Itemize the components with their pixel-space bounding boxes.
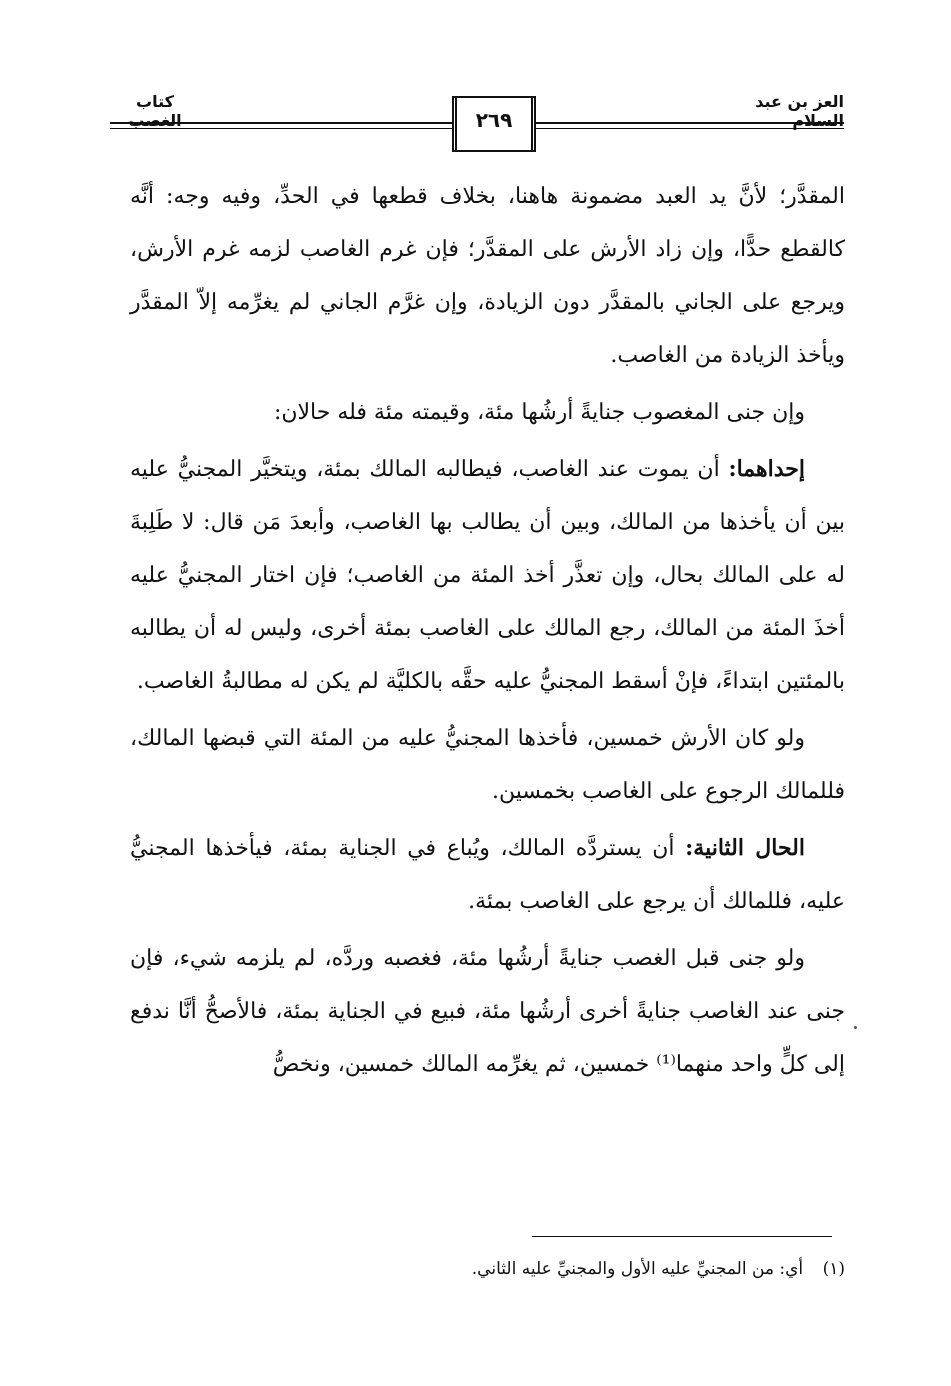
paragraph-lead: إحداهما:	[728, 456, 805, 482]
paragraph-text: المقدَّر؛ لأنَّ يد العبد مضمونة هاهنا، بخلاف قطعها في الحدِّ، وفيه وجه: أنَّه كالقطع حدًّا، وإن زاد الأرش على المقدَّر؛ فإن غرم الغاصب لزمه غرم الأرش، ويرجع على الجاني بالمقدَّر دون الزيادة، وإن غرَّم الجاني لم يغرِّمه إلاّ المقدَّر ويأخذ الزيادة من الغاصب.	[130, 184, 845, 368]
header-rule-left	[110, 122, 452, 124]
paragraph-text: ولو كان الأرش خمسين، فأخذها المجنيُّ عليه من المئة التي قبضها المالك، فللمالك الرجوع على الغاصب بخمسين.	[130, 726, 845, 804]
paragraph-text: وإن جنى المغصوب جنايةً أرشُها مئة، وقيمته مئة فله حالان:	[273, 400, 805, 425]
running-title-author: العز بن عبد السلام	[755, 92, 844, 130]
page-number-box	[452, 96, 536, 152]
footnote-text: أي: من المجنيِّ عليه الأول والمجنيِّ عليه الثاني.	[471, 1259, 804, 1279]
page-number-box-top	[453, 96, 535, 98]
paragraph-lead: الحال الثانية:	[685, 835, 805, 861]
footnote	[130, 1254, 845, 1284]
paragraph-4	[130, 712, 845, 818]
header-rule-left-thin	[110, 128, 452, 129]
main-text	[130, 170, 845, 1095]
page-number: ٢٦٩	[475, 108, 513, 132]
paragraph-5	[130, 822, 845, 928]
scan-mark	[854, 1026, 857, 1029]
paragraph-text: أن يستردَّه المالك، ويُباع في الجناية بمئة، فيأخذها المجنيُّ عليه، فللمالك أن يرجع على الغاصب بمئة.	[130, 836, 845, 914]
paragraph-2	[130, 386, 845, 439]
paragraph-1	[130, 170, 845, 382]
page-number-box-bottom	[453, 150, 535, 152]
running-title-book: كتاب الغصب	[128, 92, 182, 130]
footnote-marker: (١)	[822, 1259, 845, 1279]
paragraph-6	[130, 932, 845, 1091]
paragraph-text: ولو جنى قبل الغصب جنايةً أرشُها مئة، فغصبه وردَّه، لم يلزمه شيء، فإن جنى عند الغاصب جنايةً أخرى أرشُها مئة، فبيع في الجناية بمئة، فالأصحُّ أنَّا ندفع إلى كلٍّ واحد منهما⁽¹⁾ خمسين، ثم يغرِّمه المالك خمسين، ونخصُّ	[130, 946, 845, 1077]
footnote-separator	[532, 1236, 832, 1237]
paragraph-3	[130, 443, 845, 708]
page-header	[110, 88, 844, 158]
paragraph-text: أن يموت عند الغاصب، فيطالبه المالك بمئة، ويتخيَّر المجنيُّ عليه بين أن يأخذها من المالك، وبين أن يطالب بها الغاصب، وأبعدَ مَن قال: لا طَلِبةَ له على المالك بحال، وإن تعذَّر أخذ المئة من الغاصب؛ فإن اختار المجنيُّ عليه أخذَ المئة من المالك، رجع المالك على الغاصب بمئة أخرى، وليس له أن يطالبه بالمئتين ابتداءً، فإنْ أسقط المجنيُّ عليه حقَّه بالكليَّة لم يكن له مطالبةُ الغاصب.	[130, 457, 845, 694]
